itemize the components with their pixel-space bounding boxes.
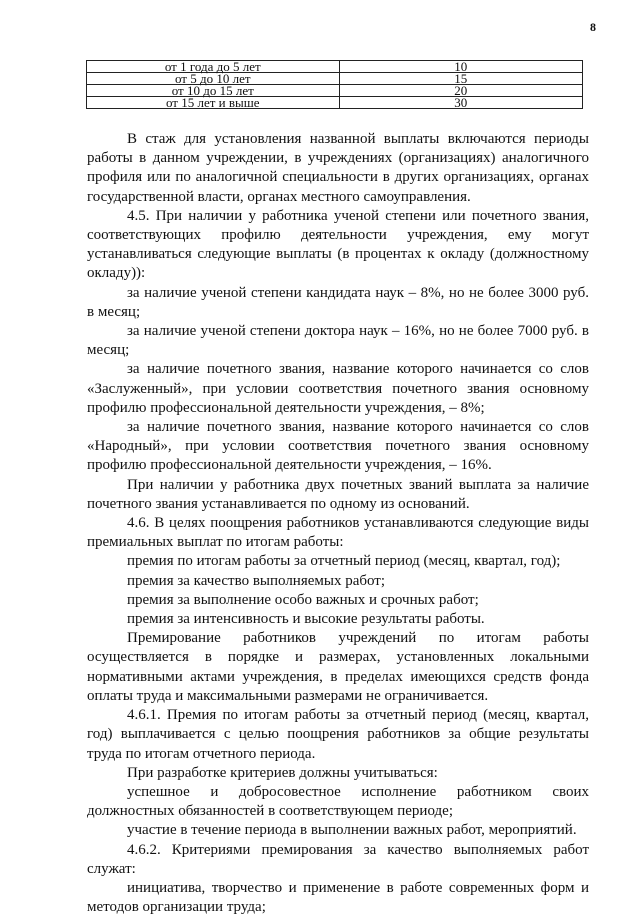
- period-cell: от 5 до 10 лет: [87, 73, 340, 85]
- period-cell: от 15 лет и выше: [87, 97, 340, 109]
- paragraph-honored-title: за наличие почетного звания, название которого начинается со слов «Заслуженный», при условии соответствия почетного звания основному профилю профессиональной деятельности учреждения, – 8%;: [87, 361, 589, 416]
- paragraph-candidate-degree: за наличие ученой степени кандидата наук – 8%, но не более 3000 руб. в месяц;: [87, 284, 589, 320]
- service-length-table: [86, 60, 583, 109]
- paragraph-criteria-duties: успешное и добросовестное исполнение работником своих должностных обязанностей в соответствующем периоде;: [87, 783, 589, 820]
- paragraph-bonus-period: премия по итогам работы за отчетный период (месяц, квартал, год);: [127, 553, 561, 570]
- table-row: [87, 97, 583, 109]
- period-cell: от 10 до 15 лет: [87, 85, 340, 97]
- document-body: [87, 130, 589, 917]
- paragraph-4-6-1: 4.6.1. Премия по итогам работы за отчетный период (месяц, квартал, год) выплачивается с целью поощрения работников за общие результаты труда по итогам отчетного периода.: [87, 707, 589, 762]
- percent-cell: 10: [339, 61, 582, 73]
- paragraph-criteria-participation: участие в течение периода в выполнении важных работ, мероприятий.: [127, 822, 577, 839]
- percent-cell: 20: [339, 85, 582, 97]
- percent-cell: 30: [339, 97, 582, 109]
- page-number: 8: [590, 20, 596, 34]
- paragraph-service-periods: В стаж для установления названной выплаты включаются периоды работы в данном учреждении, в учреждениях (организациях) аналогичного профиля или по аналогичной специальности в других организациях, органах государственной власти, органах местного самоуправления.: [87, 131, 589, 205]
- paragraph-two-titles: При наличии у работника двух почетных званий выплата за наличие почетного звания устанавливается по одному из оснований.: [87, 476, 589, 512]
- table-row: [87, 73, 583, 85]
- paragraph-criteria-intro: При разработке критериев должны учитываться:: [127, 764, 438, 781]
- paragraph-4-6: 4.6. В целях поощрения работников устанавливаются следующие виды премиальных выплат по итогам работы:: [87, 515, 589, 551]
- paragraph-bonus-intensity: премия за интенсивность и высокие результаты работы.: [127, 611, 485, 628]
- percent-cell: 15: [339, 73, 582, 85]
- paragraph-bonus-quality: премия за качество выполняемых работ;: [127, 572, 386, 589]
- paragraph-4-6-2: 4.6.2. Критериями премирования за качество выполняемых работ служат:: [87, 841, 589, 877]
- paragraph-bonus-procedure: Премирование работников учреждений по итогам работы осуществляется в порядке и размерах, установленных локальными нормативными актами учреждения, в пределах имеющихся средств фонда оплаты труда и максимальными размерами не ограничивается.: [87, 630, 589, 704]
- paragraph-bonus-urgent: премия за выполнение особо важных и срочных работ;: [127, 591, 479, 608]
- period-cell: от 1 года до 5 лет: [87, 61, 340, 73]
- table-row: [87, 85, 583, 97]
- paragraph-criteria-initiative: инициатива, творчество и применение в работе современных форм и методов организации труда;: [87, 879, 589, 916]
- table-row: [87, 61, 583, 73]
- paragraph-4-5: 4.5. При наличии у работника ученой степени или почетного звания, соответствующих профилю деятельности учреждения, ему могут устанавливаться следующие выплаты (в процентах к окладу (должностному окладу)):: [87, 207, 589, 282]
- paragraph-peoples-title: за наличие почетного звания, название которого начинается со слов «Народный», при условии соответствия почетного звания основному профилю профессиональной деятельности учреждения, – 16%.: [87, 419, 589, 474]
- paragraph-doctor-degree: за наличие ученой степени доктора наук – 16%, но не более 7000 руб. в месяц;: [87, 323, 589, 359]
